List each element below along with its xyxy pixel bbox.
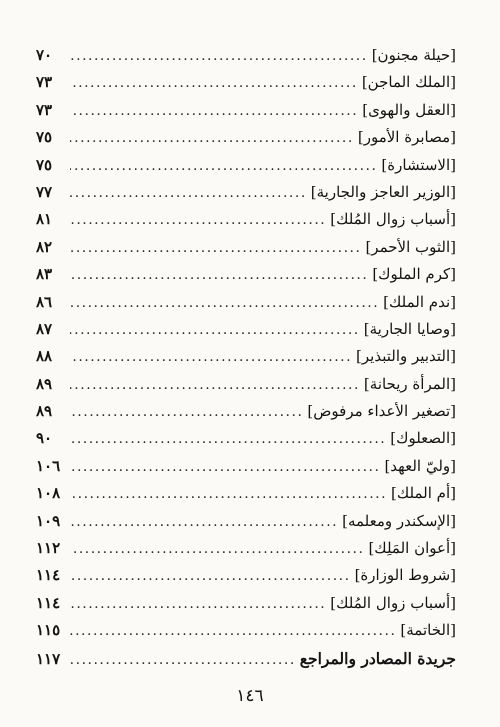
dot-leader (70, 262, 368, 289)
dot-leader (70, 180, 307, 207)
toc-entry (36, 480, 456, 507)
toc-entry (36, 535, 456, 562)
dot-leader (70, 536, 364, 563)
toc-entry-page-number: ٨٩ (36, 402, 53, 421)
dot-leader (70, 317, 360, 344)
toc-entry-title: جريدة المصادر والمراجع (299, 648, 456, 668)
toc-entry (36, 590, 456, 617)
dot-leader (70, 647, 296, 674)
toc-entry-title: [مصابرة الأمور] (357, 128, 456, 147)
toc-entry (36, 179, 456, 206)
toc-entry-title: [الثوب الأحمر] (365, 237, 456, 256)
toc-entry-page-number: ٨٢ (36, 237, 53, 256)
toc-entry-page-number: ٧٣ (36, 100, 53, 119)
toc-entry (36, 97, 456, 124)
toc-entry (36, 371, 456, 398)
toc-entry-page-number: ١١٧ (36, 649, 61, 668)
toc-entry (36, 645, 456, 672)
toc-entry-page-number: ٩٠ (36, 429, 53, 448)
toc-entry-page-number: ٨٦ (36, 292, 53, 311)
toc-entry (36, 152, 456, 179)
toc-entry-title: [التدبير والتبذير] (356, 347, 456, 366)
toc-entry-title: [ندم الملك] (383, 292, 456, 311)
toc-entry-page-number: ٨١ (36, 210, 53, 229)
dot-leader (70, 207, 326, 234)
toc-entry-page-number: ١١٢ (36, 539, 61, 558)
dot-leader (70, 591, 326, 618)
toc-entry-title: [كرم الملوك] (372, 265, 456, 284)
dot-leader (70, 290, 379, 317)
table-of-contents (36, 42, 456, 672)
toc-entry-page-number: ١١٥ (36, 621, 61, 640)
dot-leader (70, 125, 354, 152)
toc-entry-title: [الاستشارة] (381, 155, 456, 174)
toc-entry (36, 289, 456, 316)
toc-entry (36, 562, 456, 589)
toc-entry-title: [أم الملك] (391, 484, 456, 503)
dot-leader (70, 563, 351, 590)
toc-entry (36, 617, 456, 644)
toc-entry-title: [الملك الماجن] (361, 73, 456, 92)
toc-entry (36, 398, 456, 425)
toc-entry (36, 453, 456, 480)
toc-entry-page-number: ٨٧ (36, 319, 53, 338)
toc-entry-title: [المرأة ريحانة] (363, 374, 456, 393)
dot-leader (70, 153, 377, 180)
dot-leader (70, 618, 396, 645)
toc-entry (36, 69, 456, 96)
toc-entry (36, 508, 456, 535)
dot-leader (70, 43, 368, 70)
toc-entry (36, 425, 456, 452)
toc-entry-title: [وليّ العهد] (384, 456, 456, 475)
dot-leader (70, 481, 387, 508)
dot-leader (70, 235, 361, 262)
toc-entry (36, 316, 456, 343)
dot-leader (70, 70, 358, 97)
toc-entry-title: [العقل والهوى] (362, 100, 456, 119)
toc-entry (36, 124, 456, 151)
dot-leader (70, 509, 338, 536)
page-number: ١٤٦ (236, 686, 264, 706)
toc-entry-title: [أسباب زوال المُلك] (330, 210, 456, 229)
toc-entry (36, 343, 456, 370)
toc-entry-title: [شروط الوزارة] (354, 566, 456, 585)
toc-entry-page-number: ٧٣ (36, 73, 53, 92)
dot-leader (70, 372, 360, 399)
dot-leader (70, 454, 380, 481)
toc-entry-title: [وصايا الجارية] (363, 319, 456, 338)
toc-entry-title: [حيلة مجنون] (371, 46, 456, 64)
toc-entry-page-number: ٨٩ (36, 374, 53, 393)
toc-entry-title: [تصغير الأعداء مرفوض] (307, 402, 456, 421)
toc-entry (36, 206, 456, 233)
dot-leader (70, 98, 358, 125)
toc-entry-title: [الخاتمة] (400, 621, 456, 640)
toc-entry-title: [الوزير العاجز والجارية] (310, 182, 456, 201)
toc-entry-title: [أسباب زوال المُلك] (330, 593, 456, 612)
dot-leader (70, 426, 386, 453)
toc-entry-page-number: ١١٤ (36, 566, 61, 585)
dot-leader (70, 399, 303, 426)
toc-entry (36, 234, 456, 261)
toc-entry-page-number: ٧٧ (36, 182, 53, 201)
toc-entry-page-number: ٨٨ (36, 347, 53, 366)
toc-entry-title: [الإسكندر ومعلمه] (342, 511, 456, 530)
toc-entry-page-number: ١١٤ (36, 593, 61, 612)
toc-entry-page-number: ٧٥ (36, 155, 53, 174)
toc-entry-title: [أعوان المَلِك] (368, 539, 456, 558)
toc-entry-page-number: ٧٠ (36, 46, 53, 64)
toc-entry-page-number: ٨٣ (36, 265, 53, 284)
toc-entry-page-number: ١٠٩ (36, 511, 61, 530)
toc-entry-title: [الصعلوك] (390, 429, 456, 448)
toc-entry-page-number: ٧٥ (36, 128, 53, 147)
toc-entry (36, 261, 456, 288)
toc-entry-page-number: ١٠٦ (36, 456, 61, 475)
toc-entry-page-number: ١٠٨ (36, 484, 61, 503)
toc-entry (36, 42, 456, 69)
dot-leader (70, 344, 352, 371)
